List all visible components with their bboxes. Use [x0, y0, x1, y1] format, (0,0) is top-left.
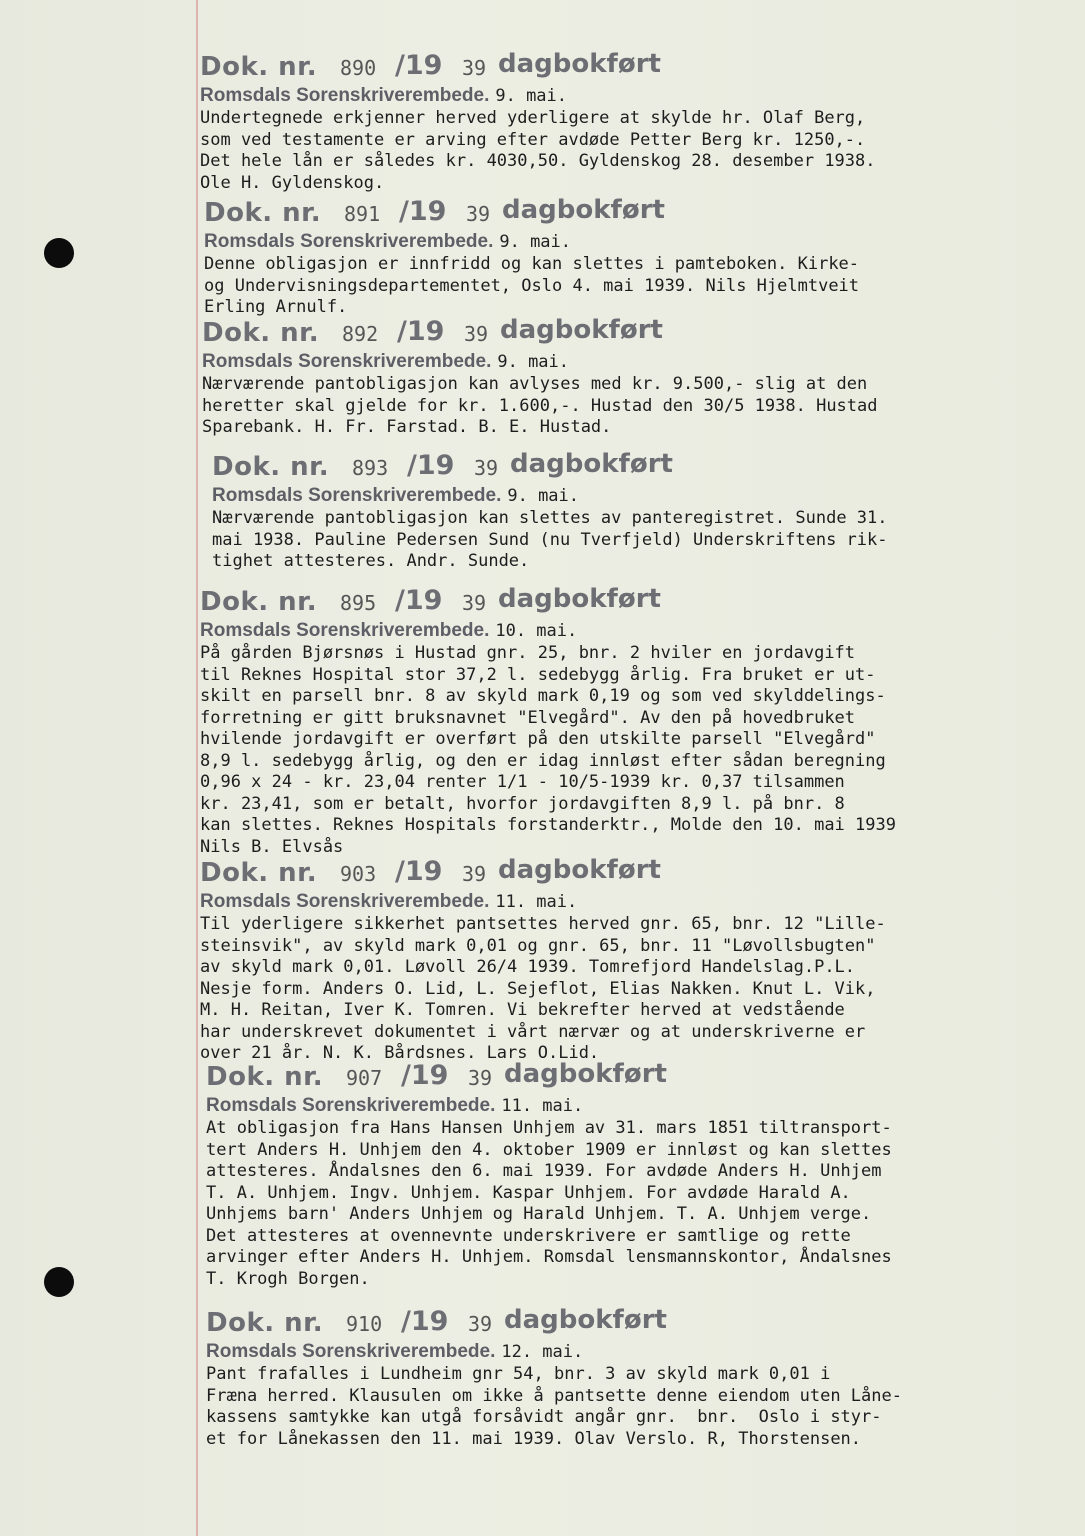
court-name: Romsdals Sorenskriverembede.: [202, 351, 492, 372]
dok-number: 893: [352, 456, 389, 480]
text-line: steinsvik", av skyld mark 0,01 og gnr. 65, bnr. 11 "Løvollsbugten": [200, 935, 876, 956]
text-line: 0,96 x 24 - kr. 23,04 renter 1/1 - 10/5-1939 kr. 0,37 tilsammen: [200, 772, 845, 792]
dok-label: Dok. nr.: [206, 1308, 324, 1338]
text-line: Det attesteres at ovennevnte underskrivere er samtlige og rette: [206, 1225, 851, 1246]
dok-number: 890: [340, 56, 377, 80]
text-line: Sparebank. H. Fr. Farstad. B. E. Hustad.: [202, 417, 612, 437]
year-prefix: /19: [407, 450, 455, 481]
text-line: tert Anders H. Unhjem den 4. oktober 1909 er innløst og kan slettes: [206, 1139, 892, 1160]
entry-body: [204, 254, 1085, 319]
year-suffix: 39: [462, 56, 487, 80]
dok-number: 891: [344, 202, 381, 226]
year-suffix: 39: [468, 1312, 493, 1336]
year-prefix: /19: [395, 585, 443, 616]
entry-body: [200, 108, 1085, 194]
dok-label: Dok. nr.: [204, 198, 322, 228]
dok-number: 892: [342, 322, 379, 346]
dagbok-label: dagbokført: [504, 1059, 667, 1089]
text-line: Ole H. Gyldenskog.: [200, 172, 385, 193]
court-stamp: [204, 230, 1085, 254]
entry-date: 10. mai.: [495, 621, 578, 641]
text-line: har underskrevet dokumentet i vårt nærvær og at underskriverne er: [200, 1021, 866, 1042]
dok-stamp: [200, 584, 1085, 619]
court-name: Romsdals Sorenskriverembede.: [200, 891, 490, 912]
dok-stamp: [212, 449, 1085, 484]
text-line: heretter skal gjelde for kr. 1.600,-. Hustad den 30/5 1938. Hustad: [202, 395, 878, 416]
year-prefix: /19: [395, 50, 443, 81]
document-entry: [206, 1305, 1085, 1450]
document-entry: [202, 315, 1085, 439]
document-entry: [200, 49, 1085, 194]
text-line: At obligasjon fra Hans Hansen Unhjem av 31. mars 1851 tiltransport-: [206, 1118, 892, 1138]
dok-number: 910: [346, 1312, 383, 1336]
text-line: Nils B. Elvsås: [200, 836, 344, 857]
dok-label: Dok. nr.: [206, 1062, 324, 1092]
document-entry: [204, 195, 1085, 319]
year-prefix: /19: [401, 1060, 449, 1091]
dok-number: 903: [340, 862, 377, 886]
text-line: og Undervisningsdepartementet, Oslo 4. mai 1939. Nils Hjelmtveit: [204, 275, 860, 296]
text-line: hvilende jordavgift er overført på den utskilte parsell "Elvegård": [200, 729, 876, 749]
court-name: Romsdals Sorenskriverembede.: [204, 231, 494, 252]
text-line: kan slettes. Reknes Hospitals forstanderktr., Molde den 10. mai 1939: [200, 815, 896, 835]
dok-stamp: [206, 1059, 1085, 1094]
text-line: skilt en parsell bnr. 8 av skyld mark 0,19 og som ved skylddelings-: [200, 686, 886, 706]
dagbok-label: dagbokført: [500, 315, 663, 345]
court-stamp: [200, 890, 1085, 914]
text-line: Erling Arnulf.: [204, 297, 348, 317]
text-line: På gården Bjørsnøs i Hustad gnr. 25, bnr. 2 hviler en jordavgift: [200, 643, 856, 663]
text-line: over 21 år. N. K. Bårdsnes. Lars O.Lid.: [200, 1043, 600, 1063]
text-line: Fræna herred. Klausulen om ikke å pantsette denne eiendom uten Låne-: [206, 1385, 902, 1406]
court-stamp: [200, 84, 1085, 108]
text-line: attesteres. Åndalsnes den 6. mai 1939. For avdøde Anders H. Unhjem: [206, 1161, 882, 1181]
court-stamp: [202, 350, 1085, 374]
court-name: Romsdals Sorenskriverembede.: [212, 485, 502, 506]
text-line: Denne obligasjon er innfridd og kan slettes i pamteboken. Kirke-: [204, 254, 860, 274]
year-suffix: 39: [462, 862, 487, 886]
dok-stamp: [204, 195, 1085, 230]
entry-date: 9. mai.: [497, 352, 570, 372]
year-prefix: /19: [397, 316, 445, 347]
dok-label: Dok. nr.: [202, 318, 320, 348]
document-entry: [206, 1059, 1085, 1290]
year-suffix: 39: [468, 1066, 493, 1090]
year-suffix: 39: [474, 456, 499, 480]
text-line: M. H. Reitan, Iver K. Tomren. Vi bekrefter herved at vedstående: [200, 1000, 845, 1020]
document-entry: [212, 449, 1085, 573]
court-name: Romsdals Sorenskriverembede.: [206, 1341, 496, 1362]
text-line: Til yderligere sikkerhet pantsettes herved gnr. 65, bnr. 12 "Lille-: [200, 914, 886, 934]
entry-body: [200, 914, 1085, 1065]
dagbok-label: dagbokført: [504, 1305, 667, 1335]
entry-date: 9. mai.: [499, 232, 572, 252]
entry-date: 11. mai.: [495, 892, 578, 912]
entry-date: 12. mai.: [501, 1342, 584, 1362]
text-line: av skyld mark 0,01. Løvoll 26/4 1939. Tomrefjord Handelslag.P.L.: [200, 957, 856, 977]
text-line: til Reknes Hospital stor 37,2 l. sedebygg årlig. Fra bruket er ut-: [200, 664, 876, 685]
dok-label: Dok. nr.: [200, 858, 318, 888]
dagbok-label: dagbokført: [502, 195, 665, 225]
text-line: mai 1938. Pauline Pedersen Sund (nu Tverfjeld) Underskriftens rik-: [212, 529, 888, 550]
court-name: Romsdals Sorenskriverembede.: [200, 620, 490, 641]
dok-stamp: [200, 855, 1085, 890]
court-stamp: [212, 484, 1085, 508]
document-entry: [200, 855, 1085, 1065]
text-line: Nærværende pantobligasjon kan slettes av panteregistret. Sunde 31.: [212, 508, 888, 528]
text-line: forretning er gitt bruksnavnet "Elvegård". Av den på hovedbruket: [200, 707, 856, 728]
text-line: Undertegnede erkjenner herved yderligere at skylde hr. Olaf Berg,: [200, 108, 866, 128]
text-line: som ved testamente er arving efter avdøde Petter Berg kr. 1250,-.: [200, 129, 866, 150]
entry-body: [200, 643, 1085, 858]
court-name: Romsdals Sorenskriverembede.: [200, 85, 490, 106]
dagbok-label: dagbokført: [498, 855, 661, 885]
court-stamp: [200, 619, 1085, 643]
dok-stamp: [202, 315, 1085, 350]
year-prefix: /19: [395, 856, 443, 887]
dok-number: 895: [340, 591, 377, 615]
entry-body: [202, 374, 1085, 439]
dok-label: Dok. nr.: [200, 587, 318, 617]
court-name: Romsdals Sorenskriverembede.: [206, 1095, 496, 1116]
text-line: Nærværende pantobligasjon kan avlyses med kr. 9.500,- slig at den: [202, 374, 868, 394]
text-line: et for Lånekassen den 11. mai 1939. Olav Verslo. R, Thorstensen.: [206, 1428, 862, 1449]
text-line: Nesje form. Anders O. Lid, L. Sejeflot, Elias Nakken. Knut L. Vik,: [200, 978, 876, 999]
court-stamp: [206, 1094, 1085, 1118]
dok-number: 907: [346, 1066, 383, 1090]
year-prefix: /19: [401, 1306, 449, 1337]
year-suffix: 39: [462, 591, 487, 615]
text-line: kassens samtykke kan utgå forsåvidt angår gnr. bnr. Oslo i styr-: [206, 1407, 882, 1427]
entry-date: 9. mai.: [507, 486, 580, 506]
margin-line: [196, 0, 198, 1536]
text-line: Unhjems barn' Anders Unhjem og Harald Unhjem. T. A. Unhjem verge.: [206, 1204, 872, 1224]
entry-date: 9. mai.: [495, 86, 568, 106]
year-prefix: /19: [399, 196, 447, 227]
entry-body: [206, 1364, 1085, 1450]
entry-date: 11. mai.: [501, 1096, 584, 1116]
text-line: Pant frafalles i Lundheim gnr 54, bnr. 3 av skyld mark 0,01 i: [206, 1364, 831, 1384]
punch-hole: [44, 238, 74, 268]
dok-label: Dok. nr.: [200, 52, 318, 82]
text-line: kr. 23,41, som er betalt, hvorfor jordavgiften 8,9 l. på bnr. 8: [200, 793, 845, 814]
text-line: arvinger efter Anders H. Unhjem. Romsdal lensmannskontor, Åndalsnes: [206, 1247, 892, 1267]
text-line: tighet attesteres. Andr. Sunde.: [212, 551, 530, 571]
text-line: T. Krogh Borgen.: [206, 1268, 370, 1289]
entry-body: [206, 1118, 1085, 1290]
punch-hole: [44, 1267, 74, 1297]
text-line: T. A. Unhjem. Ingv. Unhjem. Kaspar Unhjem. For avdøde Harald A.: [206, 1182, 851, 1203]
dok-stamp: [206, 1305, 1085, 1340]
year-suffix: 39: [464, 322, 489, 346]
document-entry: [200, 584, 1085, 858]
dok-label: Dok. nr.: [212, 452, 330, 482]
dagbok-label: dagbokført: [510, 449, 673, 479]
text-line: 8,9 l. sedebygg årlig, og den er idag innløst efter sådan beregning: [200, 750, 886, 771]
text-line: Det hele lån er således kr. 4030,50. Gyldenskog 28. desember 1938.: [200, 151, 876, 171]
dok-stamp: [200, 49, 1085, 84]
dagbok-label: dagbokført: [498, 584, 661, 614]
entry-body: [212, 508, 1085, 573]
year-suffix: 39: [466, 202, 491, 226]
dagbok-label: dagbokført: [498, 49, 661, 79]
court-stamp: [206, 1340, 1085, 1364]
